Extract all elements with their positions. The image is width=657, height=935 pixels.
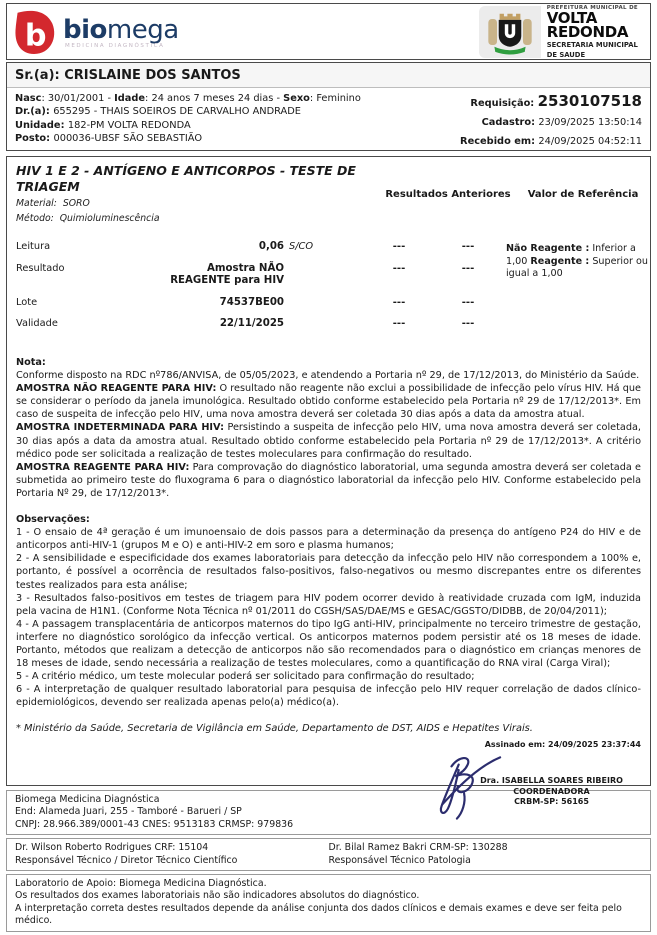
signature-area (16, 738, 641, 830)
received-value: 24/09/2025 04:52:11 (538, 136, 642, 147)
disclaimer-line1: Os resultados dos exames laboratoriais não são indicadores absolutos do diagnóstico. (15, 890, 420, 902)
responsible-name: Dr. Bilal Ramez Bakri CRM-SP: 130288 (328, 842, 508, 854)
exam-title: HIV 1 E 2 - ANTÍGENO E ANTICORPOS - TESTE DE TRIAGEM (16, 163, 356, 194)
nota-text: Para comprovação do diagnóstico laboratorial, uma segunda amostra deverá ser coletada e submetida ao primeiro teste do fluxograma 6 para o diagnóstico laboratorial da infecção pelo HIV. Conforme estabelecido pela Portaria Nº 29, de 17/12/2013*. (16, 461, 641, 499)
secretaria-line2: DE SAUDE (546, 50, 586, 59)
register-value: 23/09/2025 13:50:14 (538, 117, 642, 128)
patient-name-bar (7, 63, 650, 88)
row-label: Lote (16, 296, 38, 308)
age-value: : 24 anos 7 meses 24 dias - (145, 93, 284, 104)
patient-line-unit (15, 119, 361, 132)
unit-value: 182-PM VOLTA REDONDA (67, 119, 191, 131)
row-prev1: --- (392, 296, 406, 308)
row-value: 0,06 (258, 241, 284, 252)
patient-line-doctor (15, 105, 361, 118)
unit-label: Unidade: (15, 119, 68, 131)
patient-name-label: Sr.(a): (15, 68, 65, 83)
signing-doctor-council: CRBM-SP: 56165 (514, 797, 589, 807)
register-label: Cadastro: (481, 117, 539, 128)
row-prev1: --- (392, 318, 406, 329)
row-prev2: --- (461, 318, 475, 329)
row-unit: S/CO (289, 241, 314, 252)
coat-of-arms-icon (484, 8, 536, 56)
method-label: Método: (16, 213, 54, 224)
column-header-reference-value: Valor de Referência (527, 189, 639, 200)
nota-heading: Nota: (16, 357, 46, 368)
lab-ids: CNPJ: 28.966.389/0001-43 CNES: 9513183 CRMSP: 979836 (15, 818, 294, 830)
responsible-left (15, 842, 329, 867)
sex-label: Sexo (283, 93, 310, 104)
signing-doctor-role: COORDENADORA (513, 786, 590, 796)
received-line (412, 136, 642, 147)
city-name-line1: VOLTA (546, 8, 598, 27)
row-prev1: --- (392, 262, 406, 274)
svg-text:b: b (24, 18, 47, 54)
requisition-line (412, 92, 642, 110)
signing-doctor-name: Dra. ISABELLA SOARES RIBEIRO (480, 776, 623, 786)
nota-text: O resultado não reagente não exclui a possibilidade de infecção pelo vírus HIV. Há que se considerar o período da janela imunológica. Resultado obtido conforme estabelecido pela Portaria nº 29 de 17/12/2013*. Em caso de suspeita de infecção pelo HIV, uma nova amostra deverá ser coletada 30 dias após a data da amostra atual. (16, 383, 641, 421)
biomega-word-bio: bio (63, 14, 107, 45)
post-label: Posto: (15, 133, 54, 145)
row-prev2: --- (461, 296, 475, 308)
biomega-wordmark (63, 15, 179, 49)
row-prev2: --- (461, 262, 475, 274)
doctor-value: 655295 - THAIS SOEIROS DE CARVALHO ANDRADE (53, 106, 301, 118)
report-header (6, 3, 651, 60)
reagent-value: Superior ou igual a 1,00 (506, 255, 648, 279)
responsible-role: Responsável Técnico Patologia (328, 854, 471, 866)
patient-details (15, 92, 361, 147)
row-value: 74537BE00 (219, 296, 284, 308)
observation-item: 5 - A critério médico, um teste molecular poderá ser solicitado para confirmação do resultado; (16, 671, 475, 683)
nota-section (16, 356, 641, 500)
responsible-right (329, 842, 643, 867)
non-reagent-value: Inferior a 1,00 (506, 243, 636, 267)
patient-line-post (15, 132, 361, 145)
reagent-label: Reagente : (530, 255, 590, 267)
birth-label: Nasc (15, 93, 42, 104)
responsible-role: Responsável Técnico / Diretor Técnico Científico (15, 854, 238, 866)
observation-item: 4 - A passagem transplacentária de anticorpos maternos do tipo IgG anti-HIV, principalmente no terceiro trimestre de gestação, interfere no diagnóstico sorológico da infecção vertical. Os anticorpos maternos podem persistir até os 18 meses de idade. Portanto, métodos que realizam a detecção de anticorpos não são recomendados para o diagnóstico em crianças menores de 18 meses de idade, sendo necessária a realização de testes moleculares, como a quantificação do RNA viral (Carga Viral); (16, 618, 641, 670)
doctor-label: Dr.(a): (15, 106, 54, 118)
column-header-previous-results: Resultados Anteriores (385, 189, 511, 200)
observation-item: 6 - A interpretação de qualquer resultado laboratorial para pesquisa de infecção pelo HIV requer correlação de dados clínico-epidemiológicos, devendo ser realizada apenas pelo(a) médico(a). (16, 684, 641, 709)
observation-item: 1 - O ensaio de 4ª geração é um imunoensaio de dois passos para a determinação da presença do antígeno P24 do HIV e de anticorpos anti-HIV-1 (grupos M e O) e anti-HIV-2 em soro e plasma humanos; (16, 527, 641, 552)
row-value: 22/11/2025 (219, 318, 284, 329)
nota-text: Persistindo a suspeita de infecção pelo HIV, uma nova amostra deverá ser coletada, 30 dias após a data da amostra atual. Resultado obtido conforme estabelecido pela Portaria nº 29 de 17/12/2013*. A critério médico pode ser solicitada a realização de testes moleculares para confirmação do resultado. (16, 422, 642, 460)
row-prev2: --- (461, 241, 475, 252)
table-row (16, 318, 641, 331)
method-value: Quimioluminescência (59, 213, 160, 224)
nota-bold-lead: AMOSTRA INDETERMINADA PARA HIV: (16, 422, 224, 434)
secretaria-line1: SECRETARIA MUNICIPAL (546, 40, 638, 49)
material-value: SORO (62, 198, 90, 209)
exam-method-line (16, 213, 641, 225)
row-prev1: --- (392, 241, 406, 252)
signed-at-timestamp: Assinado em: 24/09/2025 23:37:44 (484, 740, 641, 750)
responsible-name: Dr. Wilson Roberto Rodrigues CRF: 15104 (15, 842, 209, 854)
nota-paragraph (16, 382, 641, 421)
sex-value: : Feminino (309, 93, 361, 104)
row-label: Resultado (16, 262, 65, 274)
received-label: Recebido em: (460, 136, 539, 147)
requisition-block (412, 92, 642, 147)
requisition-label: Requisição: (470, 98, 538, 109)
biomega-drop-icon (13, 7, 57, 57)
volta-redonda-crest (479, 6, 541, 58)
nota-paragraph (16, 421, 641, 460)
volta-redonda-text (541, 6, 642, 58)
lab-address: End: Alameda Juari, 255 - Tamboré - Barueri / SP (15, 806, 242, 818)
observation-item: 3 - Resultados falso-positivos em testes de triagem para HIV podem ocorrer devido à reatividade cruzada com IgM, induzida pela vacina de H1N1. (Conforme Nota Técnica nº 01/2011 do CGSH/SAS/DAE/MS e GESAC/GGSTO/DIDBB, de 20/04/2011); (16, 592, 641, 617)
volta-redonda-logo (479, 6, 642, 58)
biomega-tagline: MEDICINA DIAGNÓSTICA (65, 42, 165, 49)
footer-responsibles (6, 838, 651, 871)
age-label: Idade (114, 93, 146, 104)
disclaimer-line2: A interpretação correta destes resultados depende da análise conjunta dos dados clínicos e demais exames e deve ser feita pelo médico. (15, 902, 622, 927)
birth-value: : 30/01/2001 - (41, 93, 115, 104)
register-line (412, 117, 642, 128)
patient-name: CRISLAINE DOS SANTOS (64, 68, 241, 83)
biomega-logo (13, 7, 179, 57)
nota-bold-lead: AMOSTRA NÃO REAGENTE PARA HIV: (16, 383, 217, 395)
row-value: Amostra NÃO REAGENTE para HIV (170, 262, 284, 286)
prefeitura-line: PREFEITURA MUNICIPAL DE (546, 4, 638, 11)
nota-intro: Conforme disposto na RDC nº786/ANVISA, de 05/05/2023, e atendendo a Portaria nº 29, de 17/12/2013, do Ministério da Saúde. (16, 370, 640, 382)
results-table (16, 241, 648, 346)
support-lab-line: Laboratorio de Apoio: Biomega Medicina Diagnóstica. (15, 878, 267, 890)
requisition-number: 2530107518 (537, 92, 642, 110)
post-value: 000036-UBSF SÃO SEBASTIÃO (53, 133, 203, 145)
table-row (16, 297, 641, 310)
footer-disclaimer (6, 874, 651, 932)
nota-paragraph (16, 461, 641, 500)
reference-values (506, 243, 649, 281)
biomega-word-mega: mega (106, 14, 179, 45)
patient-section (6, 62, 651, 151)
signing-doctor-block (464, 776, 639, 808)
city-name-line2: REDONDA (546, 22, 629, 41)
exam-header (16, 163, 641, 225)
nota-bold-lead: AMOSTRA REAGENTE PARA HIV: (16, 461, 190, 473)
row-label: Validade (16, 318, 58, 329)
material-label: Material: (16, 198, 57, 209)
non-reagent-label: Não Reagente : (506, 243, 590, 254)
observation-item: 2 - A sensibilidade e especificidade dos exames laboratoriais para detecção da infecção pelo HIV não correspondem a 100% e, portanto, é possível a ocorrência de resultados falso-positivos, falso-negativos ou mesmo discrepantes entre os diferentes testes realizados para esta análise; (16, 553, 641, 591)
lab-name: Biomega Medicina Diagnóstica (15, 794, 160, 805)
observations-heading: Observações: (16, 514, 90, 526)
observations-section (16, 513, 641, 709)
patient-line-birth (15, 92, 361, 105)
ministry-footnote: * Ministério da Saúde, Secretaria de Vigilância em Saúde, Departamento de DST, AIDS e Hepatites Virais. (16, 723, 533, 735)
row-label: Leitura (16, 241, 51, 252)
